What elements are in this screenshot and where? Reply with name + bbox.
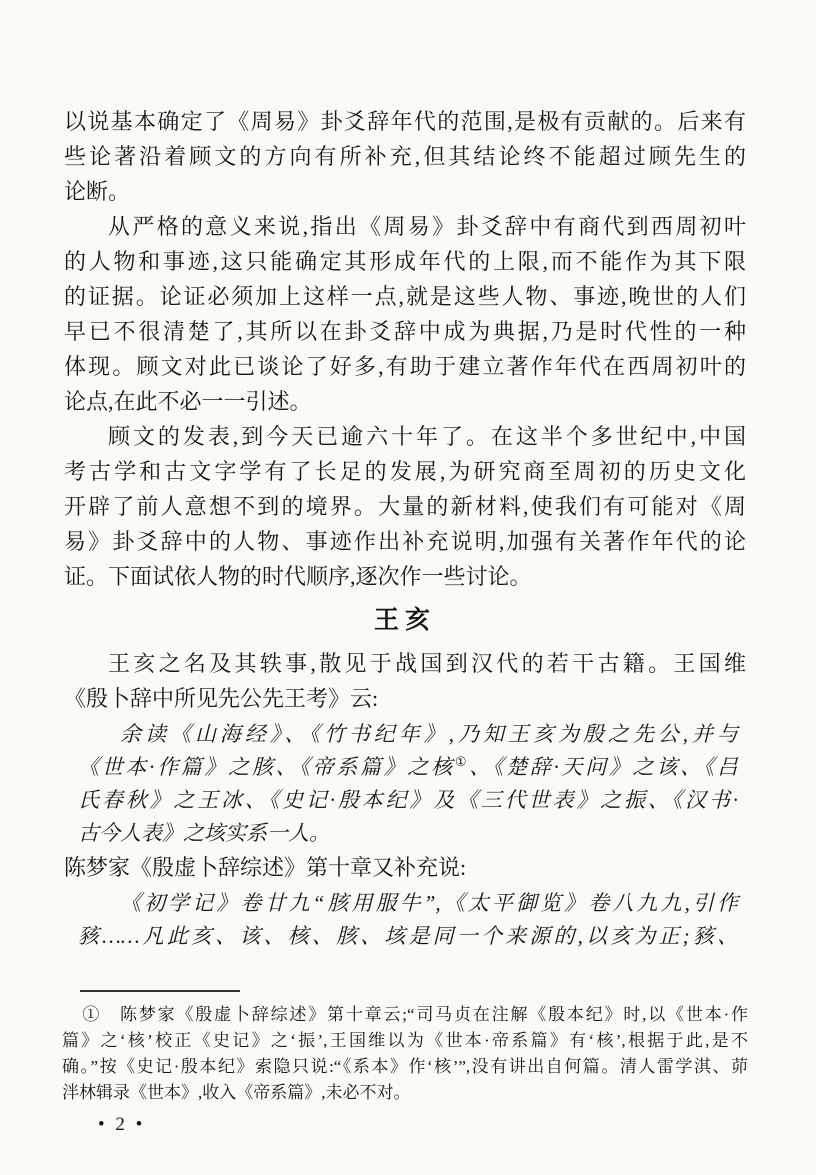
text-line: 些论著沿着顾文的方向有所补充,但其结论终不能超过顾先生的 [64,144,746,169]
text-line: 论断。 [64,179,131,204]
quote-block-1 [78,718,738,850]
text-line: 的人物和事迹,这只能确定其形成年代的上限,而不能作为其下限 [64,249,746,274]
footnote-line: ① 陈梦家《殷虚卜辞综述》第十章云;“司马贞在注解《殷本纪》时,以《世本·作 [82,1005,748,1024]
paragraph-1 [64,104,746,209]
text-line: 王亥之名及其轶事,散见于战国到汉代的若干古籍。王国维 [108,651,746,676]
paragraph-3 [64,419,746,594]
footnote-line: 泮林辑录《世本》,收入《帝系篇》,未必不对。 [62,1083,411,1102]
text-line: 早已不很清楚了,其所以在卦爻辞中成为典据,乃是时代性的一种 [64,319,746,344]
section-heading: 王亥 [373,607,436,634]
text-line: 顾文的发表,到今天已逾六十年了。在这半个多世纪中,中国 [108,424,746,449]
text-line: 陈梦家《殷虚卜辞综述》第十章又补充说: [64,855,467,880]
quote-line: 豥……凡此亥、该、核、胲、垓是同一个来源的,以亥为正;豥、 [78,924,738,948]
paragraph-5 [64,850,746,885]
paragraph-4 [64,646,746,716]
text-line: 体现。顾文对此已谈论了好多,有助于建立著作年代在西周初叶的 [64,354,746,379]
text-line: 《殷卜辞中所见先公先王考》云: [64,686,379,711]
page-number: • 2 • [98,1114,146,1135]
quote-line: 氏春秋》之王冰、《史记·殷本纪》及《三代世表》之振、《汉书· [78,788,738,812]
footnote-line: 确。”按《史记·殷本纪》索隐只说:“《系本》作‘核’”,没有讲出自何篇。清人雷学淇、茆 [62,1057,748,1076]
text-line: 的证据。论证必须加上这样一点,就是这些人物、事迹,晚世的人们 [64,284,746,309]
text-line: 以说基本确定了《周易》卦爻辞年代的范围,是极有贡献的。后来有 [64,109,746,134]
quote-line [78,751,738,784]
text-line: 考古学和古文字学有了长足的发展,为研究商至周初的历史文化 [64,459,746,484]
footnote-reference: ① [454,754,470,769]
text-line: 证。下面试依人物的时代顺序,逐次作一些讨论。 [64,564,532,589]
text-line: 论点,在此不必一一引述。 [64,389,312,414]
text-line: 开辟了前人意想不到的境界。大量的新材料,使我们有可能对《周 [64,494,746,519]
text-line: 易》卦爻辞中的人物、事迹作出补充说明,加强有关著作年代的论 [64,529,746,554]
body-text [64,0,746,953]
quote-line: 《初学记》卷廿九“胲用服牛”,《太平御览》卷八九九,引作 [120,891,738,915]
quote-line: 古今人表》之垓实系一人。 [78,821,330,845]
quote-text: 《世本·作篇》之胲、《帝系篇》之核 [78,755,455,779]
footnote [62,1002,748,1106]
quote-text: 、《楚辞·天问》之该、《吕 [469,755,739,779]
text-line: 从严格的意义来说,指出《周易》卦爻辞中有商代到西周初叶 [108,214,746,239]
footnote-separator [80,990,240,992]
quote-line: 余读《山海经》、《竹书纪年》,乃知王亥为殷之先公,并与 [120,722,738,746]
paragraph-2 [64,209,746,419]
footnote-line: 篇》之‘核’校正《史记》之‘振’,王国维以为《世本·帝系篇》有‘核’,根据于此,是不 [62,1031,748,1050]
quote-block-2 [78,887,738,953]
